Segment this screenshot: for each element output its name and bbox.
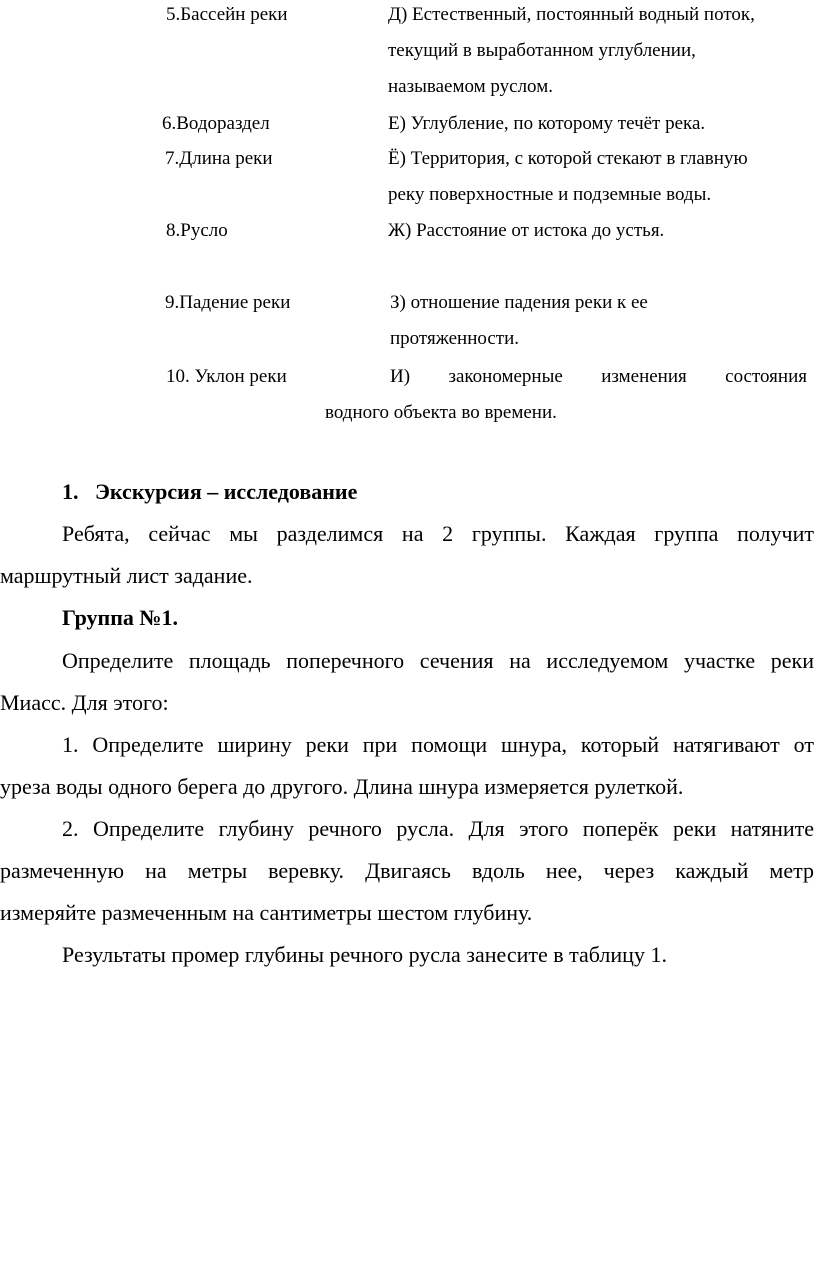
intro-line-1: Ребята, сейчас мы разделимся на 2 группы. Каждая группа получит <box>62 521 814 546</box>
step-2-line-1: 2. Определите глубину речного русла. Для этого поперёк реки натяните <box>62 816 814 841</box>
term-9: 9.Падение реки <box>165 292 291 313</box>
definition-z-line-1: З) отношение падения реки к ее <box>390 292 648 313</box>
section-number: 1. <box>62 479 79 504</box>
definition-yo-line-2: реку поверхностные и подземные воды. <box>388 184 712 205</box>
definition-e-line-1: Е) Углубление, по которому течёт река. <box>388 113 706 134</box>
term-6: 6.Водораздел <box>162 113 270 134</box>
definition-d-line-1: Д) Естественный, постоянный водный поток, <box>388 4 755 25</box>
term-10: 10. Уклон реки <box>166 366 287 387</box>
section-title: Экскурсия – исследование <box>95 479 358 504</box>
definition-i-line-2: водного объекта во времени. <box>325 402 557 423</box>
term-8: 8.Русло <box>166 220 228 241</box>
definition-z-line-2: протяженности. <box>390 328 519 349</box>
step-2-line-3: измеряйте размеченным на сантиметры шестом глубину. <box>0 900 533 925</box>
definition-zh-line-1: Ж) Расстояние от истока до устья. <box>388 220 665 241</box>
definition-i-line-1: И) закономерные изменения состояния <box>390 366 807 387</box>
step-2-line-2: размеченную на метры веревку. Двигаясь вдоль нее, через каждый метр <box>0 858 814 883</box>
term-7: 7.Длина реки <box>165 148 273 169</box>
task-line-2: Миасс. Для этого: <box>0 690 169 715</box>
step-1-line-2: уреза воды одного берега до другого. Длина шнура измеряется рулеткой. <box>0 774 684 799</box>
term-5: 5.Бассейн реки <box>166 4 288 25</box>
task-line-1: Определите площадь поперечного сечения на исследуемом участке реки <box>62 648 814 673</box>
step-1-line-1: 1. Определите ширину реки при помощи шнура, который натягивают от <box>62 732 814 757</box>
group-heading: Группа №1. <box>62 605 179 630</box>
definition-d-line-3: называемом руслом. <box>388 76 553 97</box>
results-paragraph: Результаты промер глубины речного русла занесите в таблицу 1. <box>62 942 667 967</box>
definition-yo-line-1: Ё) Территория, с которой стекают в главную <box>388 148 748 169</box>
definition-d-line-2: текущий в выработанном углублении, <box>388 40 696 61</box>
intro-line-2: маршрутный лист задание. <box>0 563 253 588</box>
